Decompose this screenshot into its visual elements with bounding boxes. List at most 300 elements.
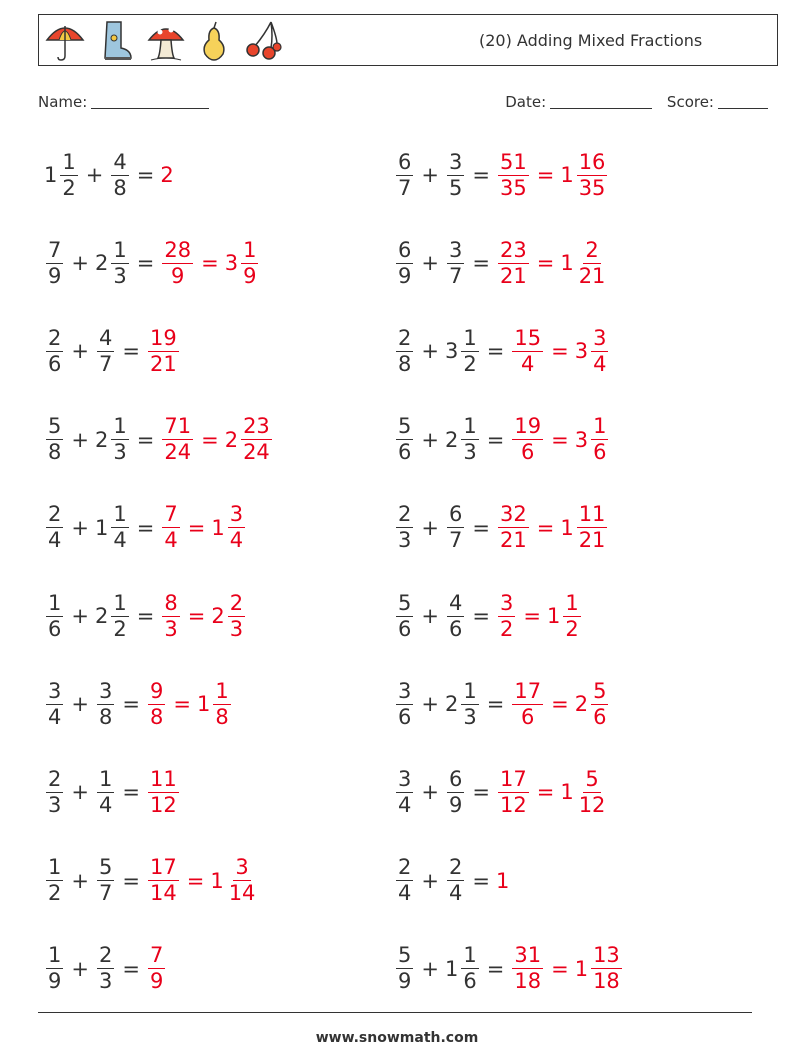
addend-1 — [44, 416, 65, 463]
denominator: 2 — [499, 616, 514, 641]
equals-sign: = — [472, 780, 490, 805]
whole-number: 1 — [560, 515, 574, 540]
numerator: 3 — [48, 678, 62, 703]
equals-sign: = — [536, 163, 555, 187]
addend-2 — [94, 237, 131, 288]
fraction — [591, 945, 622, 992]
whole-number: 2 — [574, 692, 589, 717]
addend-1 — [44, 590, 65, 641]
worksheet-header — [38, 14, 778, 66]
numerator: 6 — [448, 502, 463, 527]
denominator: 6 — [463, 969, 477, 994]
equals-sign: = — [486, 339, 505, 364]
answer-part — [146, 325, 181, 376]
whole-number: 1 — [196, 692, 211, 717]
addend-2 — [445, 149, 466, 200]
answer-part — [575, 945, 624, 992]
fraction — [447, 766, 464, 817]
whole-number: 3 — [444, 339, 459, 364]
fraction — [591, 678, 608, 729]
problem-10 — [394, 498, 609, 558]
problem-11 — [44, 586, 247, 646]
numerator: 1 — [113, 237, 127, 262]
whole-number: 2 — [211, 604, 225, 628]
addend-1 — [394, 237, 415, 288]
addend-2 — [95, 325, 116, 376]
equals-sign: = — [472, 515, 490, 540]
denominator: 4 — [48, 528, 62, 553]
numerator: 3 — [235, 855, 249, 880]
numerator: 2 — [48, 325, 62, 350]
denominator: 3 — [463, 704, 477, 729]
addend-2 — [94, 590, 131, 641]
fraction — [148, 945, 165, 992]
numerator: 1 — [463, 325, 477, 350]
fraction — [97, 325, 114, 376]
numerator: 1 — [593, 414, 607, 439]
denominator: 9 — [448, 792, 463, 817]
fraction — [46, 416, 63, 463]
answer-part — [160, 237, 195, 288]
denominator: 9 — [171, 263, 185, 288]
addend-1 — [394, 857, 415, 904]
fraction — [498, 149, 529, 200]
denominator: 12 — [149, 792, 177, 817]
answer-part — [560, 149, 609, 200]
denominator: 6 — [593, 440, 607, 465]
numerator: 11 — [149, 766, 177, 791]
denominator: 4 — [448, 881, 463, 906]
fraction — [447, 857, 464, 904]
fraction — [447, 149, 464, 200]
fraction — [396, 766, 413, 817]
numerator: 3 — [398, 766, 412, 791]
fraction — [148, 766, 179, 817]
denominator: 35 — [578, 175, 606, 200]
addend-1 — [394, 766, 415, 817]
cherries-icon — [243, 20, 283, 62]
answer-part — [560, 766, 609, 817]
problem-20 — [394, 939, 624, 999]
answer-part — [510, 945, 545, 992]
answer-part — [574, 325, 611, 376]
fraction — [591, 416, 608, 463]
fraction — [396, 678, 413, 729]
equals-sign: = — [472, 604, 490, 628]
answer-part — [496, 766, 531, 817]
answer-part — [225, 416, 274, 463]
problem-4 — [394, 233, 609, 293]
equals-sign: = — [201, 251, 219, 276]
denominator: 3 — [98, 969, 113, 994]
addend-1 — [44, 149, 80, 200]
equals-sign: = — [136, 427, 155, 452]
answer — [160, 590, 247, 641]
denominator: 3 — [164, 616, 178, 641]
addend-2 — [95, 857, 116, 904]
answer — [160, 237, 260, 288]
fraction — [46, 504, 63, 551]
denominator: 4 — [164, 528, 178, 553]
numerator: 5 — [98, 855, 113, 880]
plus-sign: + — [421, 427, 439, 452]
addend-1 — [44, 504, 65, 551]
addend-2 — [109, 149, 130, 200]
fraction — [396, 504, 413, 551]
fraction — [111, 237, 128, 288]
date-label: Date: — [505, 93, 547, 111]
numerator: 2 — [48, 502, 62, 527]
numerator: 23 — [499, 237, 527, 262]
problem-12 — [394, 586, 583, 646]
addend-2 — [445, 766, 466, 817]
denominator: 8 — [48, 440, 62, 465]
fraction — [447, 237, 464, 288]
denominator: 6 — [398, 704, 412, 729]
addend-2 — [445, 945, 481, 992]
fraction — [577, 149, 608, 200]
plus-sign: + — [421, 515, 439, 540]
denominator: 9 — [398, 263, 412, 288]
equals-sign: = — [122, 339, 140, 364]
numerator: 1 — [565, 590, 579, 615]
denominator: 7 — [398, 175, 412, 200]
numerator: 3 — [448, 237, 463, 262]
numerator: 2 — [585, 237, 599, 262]
equals-sign: = — [486, 956, 505, 981]
name-blank — [91, 94, 209, 109]
numerator: 16 — [578, 149, 606, 174]
numerator: 1 — [113, 414, 127, 439]
denominator: 21 — [578, 528, 606, 553]
equals-sign: = — [136, 604, 155, 628]
numerator: 1 — [62, 149, 76, 174]
addend-1 — [394, 590, 415, 641]
fraction — [97, 857, 114, 904]
denominator: 21 — [499, 263, 527, 288]
fraction — [46, 766, 63, 817]
fraction — [461, 945, 478, 992]
problem-6 — [394, 321, 610, 381]
fraction — [396, 945, 413, 992]
denominator: 7 — [98, 351, 113, 376]
equals-sign: = — [486, 692, 505, 717]
addend-2 — [445, 504, 466, 551]
numerator: 9 — [149, 678, 164, 703]
equals-sign: = — [122, 868, 140, 893]
equals-sign: = — [122, 692, 140, 717]
equals-sign: = — [201, 427, 219, 452]
answer-part — [496, 869, 510, 893]
denominator: 7 — [448, 263, 463, 288]
denominator: 6 — [593, 704, 607, 729]
answer-part — [560, 504, 609, 551]
answer-part — [160, 504, 181, 551]
plus-sign: + — [421, 604, 439, 628]
whole-number: 1 — [560, 780, 574, 805]
name-field — [38, 93, 209, 111]
numerator: 6 — [448, 766, 463, 791]
problem-16 — [394, 762, 609, 822]
whole-number: 1 — [94, 515, 109, 540]
numerator: 17 — [149, 855, 177, 880]
whole-number: 1 — [546, 604, 561, 628]
fraction — [396, 325, 413, 376]
whole-number: 1 — [495, 868, 510, 893]
problem-3 — [44, 233, 260, 293]
plus-sign: + — [421, 692, 439, 717]
answer-part — [510, 416, 545, 463]
answer-part — [496, 590, 517, 641]
answer-part — [146, 945, 167, 992]
denominator: 2 — [565, 616, 579, 641]
answer-part — [546, 590, 583, 641]
numerator: 7 — [48, 237, 62, 262]
numerator: 7 — [149, 943, 164, 968]
footer-divider — [38, 1012, 752, 1013]
addend-2 — [95, 504, 131, 551]
equals-sign: = — [187, 604, 206, 628]
answer — [160, 416, 273, 463]
footer-url: www.snowmath.com — [315, 1030, 479, 1046]
denominator: 21 — [149, 351, 177, 376]
numerator: 15 — [514, 325, 542, 350]
problem-15 — [44, 762, 181, 822]
answer-part — [211, 590, 247, 641]
addend-2 — [444, 678, 481, 729]
denominator: 3 — [113, 263, 127, 288]
numerator: 3 — [98, 678, 113, 703]
denominator: 12 — [499, 792, 527, 817]
plus-sign: + — [71, 780, 89, 805]
denominator: 6 — [521, 440, 535, 465]
fraction — [461, 416, 478, 463]
whole-number: 3 — [574, 339, 589, 364]
numerator: 5 — [48, 414, 62, 439]
denominator: 7 — [98, 881, 113, 906]
denominator: 21 — [578, 263, 606, 288]
equals-sign: = — [136, 163, 155, 187]
numerator: 1 — [463, 414, 477, 439]
plus-sign: + — [421, 780, 439, 805]
plus-sign: + — [421, 251, 439, 276]
equals-sign: = — [551, 692, 569, 717]
answer-part — [160, 416, 195, 463]
denominator: 4 — [229, 528, 244, 553]
addend-1 — [394, 504, 415, 551]
denominator: 3 — [463, 440, 477, 465]
whole-number: 2 — [94, 251, 109, 276]
answer — [510, 945, 623, 992]
addend-2 — [445, 416, 481, 463]
denominator: 6 — [48, 351, 62, 376]
fraction — [111, 416, 128, 463]
whole-number: 2 — [160, 163, 174, 187]
fraction — [97, 945, 114, 992]
answer — [496, 504, 609, 551]
numerator: 51 — [499, 149, 527, 174]
denominator: 2 — [463, 351, 477, 376]
answer — [496, 590, 583, 641]
addend-1 — [394, 149, 415, 200]
denominator: 9 — [48, 969, 62, 994]
fraction — [447, 590, 464, 641]
numerator: 13 — [593, 943, 620, 968]
fraction — [498, 504, 529, 551]
problem-7 — [44, 410, 274, 470]
numerator: 7 — [164, 502, 178, 527]
denominator: 35 — [499, 175, 527, 200]
equals-sign: = — [472, 868, 490, 893]
fraction — [46, 945, 63, 992]
fraction — [396, 590, 413, 641]
denominator: 6 — [398, 440, 412, 465]
plus-sign: + — [85, 163, 104, 187]
problem-5 — [44, 321, 181, 381]
whole-number: 1 — [574, 956, 589, 981]
plus-sign: + — [421, 868, 439, 893]
numerator: 8 — [164, 590, 178, 615]
denominator: 12 — [578, 792, 606, 817]
fraction — [162, 590, 179, 641]
fraction — [241, 416, 272, 463]
denominator: 14 — [149, 881, 177, 906]
addend-1 — [44, 766, 65, 817]
addend-2 — [95, 416, 131, 463]
addend-1 — [394, 325, 415, 376]
answer-part — [146, 766, 181, 817]
score-label: Score: — [666, 93, 714, 111]
boot-icon — [99, 20, 133, 62]
numerator: 17 — [514, 678, 542, 703]
equals-sign: = — [536, 251, 555, 276]
plus-sign: + — [71, 868, 89, 893]
denominator: 4 — [521, 351, 535, 376]
whole-number: 1 — [560, 251, 574, 276]
fraction — [447, 504, 464, 551]
numerator: 3 — [499, 590, 514, 615]
equals-sign: = — [536, 515, 555, 540]
numerator: 3 — [229, 502, 244, 527]
whole-number: 2 — [444, 692, 459, 717]
whole-number: 3 — [224, 251, 239, 276]
denominator: 3 — [48, 792, 62, 817]
date-score-fields — [505, 93, 768, 111]
fraction — [512, 416, 543, 463]
answer-part — [575, 416, 611, 463]
fraction — [396, 857, 413, 904]
umbrella-icon — [45, 20, 85, 62]
fraction — [498, 237, 529, 288]
whole-number: 1 — [211, 515, 225, 540]
fraction — [213, 678, 230, 729]
fraction — [111, 149, 128, 200]
answer-part — [496, 237, 531, 288]
denominator: 9 — [149, 969, 164, 994]
answer — [160, 163, 174, 187]
fraction — [46, 325, 63, 376]
fraction — [512, 945, 543, 992]
fraction — [97, 678, 114, 729]
answer — [496, 149, 609, 200]
denominator: 4 — [98, 792, 113, 817]
fraction — [577, 766, 608, 817]
addend-1 — [44, 237, 65, 288]
numerator: 31 — [514, 943, 542, 968]
plus-sign: + — [71, 604, 89, 628]
name-label: Name: — [38, 93, 88, 111]
addend-1 — [394, 416, 415, 463]
numerator: 1 — [48, 590, 62, 615]
fraction — [46, 857, 63, 904]
plus-sign: + — [71, 427, 89, 452]
answer — [146, 678, 233, 729]
fraction — [46, 237, 63, 288]
problem-19 — [44, 939, 167, 999]
fraction — [162, 504, 179, 551]
numerator: 19 — [149, 325, 177, 350]
fraction — [148, 325, 179, 376]
denominator: 9 — [398, 969, 412, 994]
whole-number: 2 — [224, 427, 239, 452]
numerator: 5 — [398, 943, 412, 968]
answer-part — [160, 163, 174, 187]
fraction — [111, 504, 128, 551]
problem-8 — [394, 410, 610, 470]
worksheet-title: (20) Adding Mixed Fractions — [479, 31, 703, 50]
denominator: 3 — [229, 616, 244, 641]
answer-part — [496, 504, 531, 551]
denominator: 24 — [164, 440, 192, 465]
denominator: 3 — [398, 528, 412, 553]
whole-number: 2 — [94, 604, 109, 628]
equals-sign: = — [523, 604, 541, 628]
fraction — [498, 766, 529, 817]
fraction — [512, 678, 543, 729]
fraction — [162, 416, 193, 463]
denominator: 8 — [149, 704, 164, 729]
numerator: 4 — [448, 590, 463, 615]
denominator: 18 — [514, 969, 542, 994]
answer-part — [496, 149, 531, 200]
denominator: 14 — [228, 881, 256, 906]
numerator: 3 — [398, 678, 412, 703]
addend-1 — [44, 857, 65, 904]
answer — [510, 678, 610, 729]
fraction — [162, 237, 193, 288]
whole-number: 3 — [574, 427, 589, 452]
answer — [146, 857, 259, 904]
fraction — [577, 237, 608, 288]
addend-2 — [445, 590, 466, 641]
denominator: 8 — [215, 704, 229, 729]
equals-sign: = — [122, 780, 140, 805]
score-blank — [718, 94, 768, 109]
numerator: 5 — [585, 766, 599, 791]
denominator: 8 — [113, 175, 127, 200]
fraction — [228, 590, 245, 641]
whole-number: 2 — [94, 427, 109, 452]
fraction — [498, 590, 515, 641]
answer — [510, 325, 610, 376]
denominator: 24 — [243, 440, 270, 465]
denominator: 8 — [398, 351, 412, 376]
fraction — [396, 237, 413, 288]
numerator: 5 — [398, 414, 412, 439]
denominator: 6 — [521, 704, 535, 729]
fraction — [577, 504, 608, 551]
plus-sign: + — [421, 163, 439, 187]
